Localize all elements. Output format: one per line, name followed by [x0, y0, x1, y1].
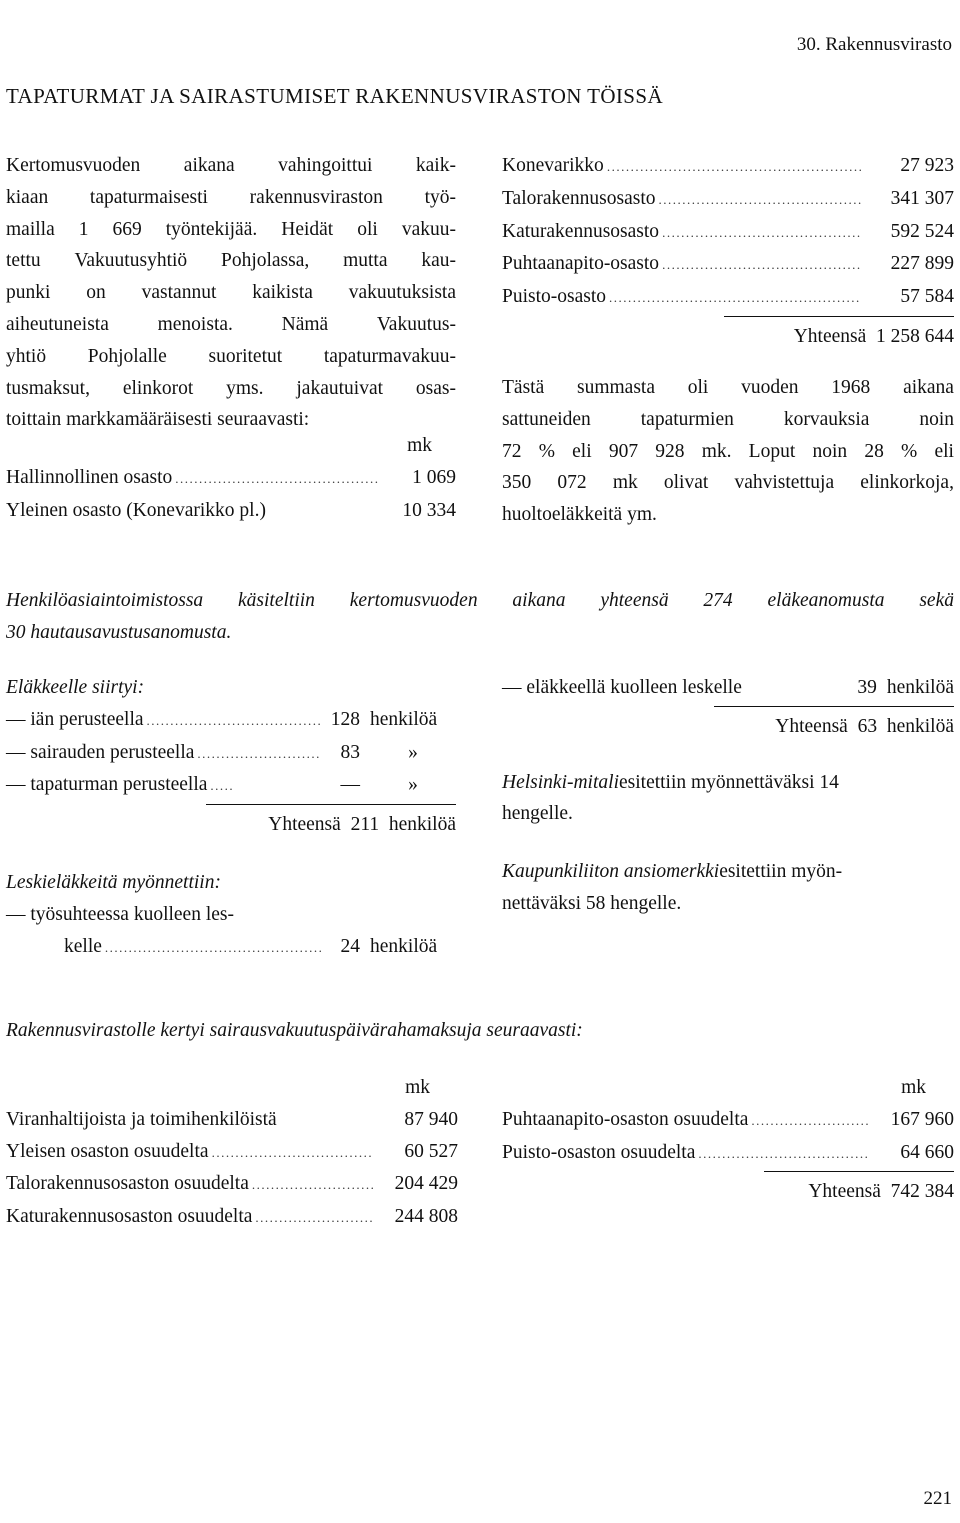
total-rule: [714, 706, 954, 707]
total-row: Yhteensä 63 henkilöä: [775, 715, 954, 737]
total-rule: [724, 316, 954, 317]
table-row: Puhtaanapito-osaston osuudelta ..... 167 960: [502, 1104, 954, 1137]
paragraph-line: huoltoeläkkeitä ym.: [502, 504, 657, 526]
intro-paragraph: [6, 150, 456, 436]
table-row: Yleisen osaston osuudelta ..... 60 527: [6, 1136, 458, 1169]
intro-line: Kertomusvuoden aikana vahingoittui kaik-: [6, 155, 456, 176]
widows-heading: Leskieläkkeitä myönnettiin:: [6, 871, 221, 893]
pension-applications-text: [6, 585, 954, 649]
intro-line: toittain markkamääräisesti seuraavasti:: [6, 409, 310, 431]
total-row: Yhteensä 1 258 644: [793, 325, 954, 347]
section-line: 30 hautausavustusanomusta.: [6, 621, 232, 643]
total-rule: [206, 804, 456, 805]
sick-allowance-right: [502, 1072, 954, 1208]
intro-line: punki on vastannut kaikista vakuutuksista: [6, 282, 456, 304]
section-header: 30. Rakennusvirasto: [796, 34, 952, 55]
total-row: Yhteensä 211 henkilöä: [268, 814, 456, 836]
costs-left-table: [6, 430, 456, 526]
table-row: — tapaturman perusteella ..... — »: [6, 769, 456, 802]
table-row: Talorakennusosasto ..... 341 307: [502, 183, 954, 216]
table-row: Puhtaanapito-osasto ..... 227 899: [502, 248, 954, 281]
payments-paragraph: [502, 372, 954, 531]
table-row: Puisto-osasto ..... 57 584: [502, 281, 954, 314]
badge-text: Kaupunkiliiton ansiomerkkiesitettiin myön- nettäväksi 58 hengelle.: [502, 861, 843, 914]
table-row: Viranhaltijoista ja toimihenkilöistä 87 940: [6, 1108, 458, 1130]
costs-right-table: [502, 150, 954, 353]
paragraph-line: Tästä summasta oli vuoden 1968 aikana: [502, 377, 954, 398]
table-row: Hallinnollinen osasto ..... 1 069: [6, 462, 456, 495]
sick-allowance-heading: Rakennusvirastolle kertyi sairausvakuutuspäivärahamaksuja seuraavasti:: [6, 1020, 583, 1041]
table-row: Katurakennusosasto ..... 592 524: [502, 216, 954, 249]
total-row: Yhteensä 742 384: [808, 1181, 954, 1203]
table-row: kelle ..... 24 henkilöä: [6, 931, 456, 964]
table-row: — iän perusteella ..... 128 henkilöä: [6, 704, 456, 737]
sick-allowance-left: [6, 1072, 458, 1234]
intro-line: yhtiö Pohjolalle suoritetut tapaturmavakuu-: [6, 345, 456, 367]
widow-and-medals-block: [502, 672, 954, 920]
table-row: Katurakennusosaston osuudelta ..... 244 808: [6, 1201, 458, 1234]
intro-line: kiaan tapaturmaisesti rakennusviraston työ-: [6, 186, 456, 208]
table-row: — sairauden perusteella ..... 83 »: [6, 737, 456, 770]
page-number: 221: [923, 1488, 952, 1509]
total-rule: [764, 1171, 954, 1172]
unit-header: mk: [901, 1077, 926, 1098]
pensions-block: [6, 672, 456, 963]
table-row: Talorakennusosaston osuudelta ..... 204 429: [6, 1168, 458, 1201]
table-row: — eläkkeellä kuolleen leskelle 39 henkilöä: [502, 677, 954, 698]
widows-line: — työsuhteessa kuolleen les-: [6, 903, 234, 925]
paragraph-line: sattuneiden tapaturmien korvauksia noin: [502, 408, 954, 430]
intro-line: aiheutuneista menoista. Nämä Vakuutus-: [6, 313, 456, 335]
table-row: Puisto-osaston osuudelta ..... 64 660: [502, 1137, 954, 1170]
section-line: Henkilöasiaintoimistossa käsiteltiin kertomusvuoden aikana yhteensä 274 eläkeanomusta sekä: [6, 590, 954, 611]
intro-line: mailla 1 669 työntekijää. Heidät oli vakuu-: [6, 218, 456, 240]
intro-line: tusmaksut, elinkorot yms. jakautuivat osas-: [6, 377, 456, 399]
pensions-heading: Eläkkeelle siirtyi:: [6, 677, 145, 698]
table-row: Yleinen osasto (Konevarikko pl.) 10 334: [6, 499, 456, 521]
table-row: Konevarikko ..... 27 923: [502, 150, 954, 183]
paragraph-line: 350 072 mk olivat vahvistettuja elinkorkoja,: [502, 472, 954, 494]
unit-header: mk: [405, 1077, 430, 1098]
intro-line: tettu Vakuutusyhtiö Pohjolassa, mutta kau-: [6, 250, 456, 272]
page-title: TAPATURMAT JA SAIRASTUMISET RAKENNUSVIRASTON TÖISSÄ: [6, 84, 664, 108]
medal-text: Helsinki-mitaliesitettiin myönnettäväksi 14 hengelle.: [502, 771, 839, 825]
unit-header: mk: [407, 435, 432, 456]
paragraph-line: 72 % eli 907 928 mk. Loput noin 28 % eli: [502, 440, 954, 462]
